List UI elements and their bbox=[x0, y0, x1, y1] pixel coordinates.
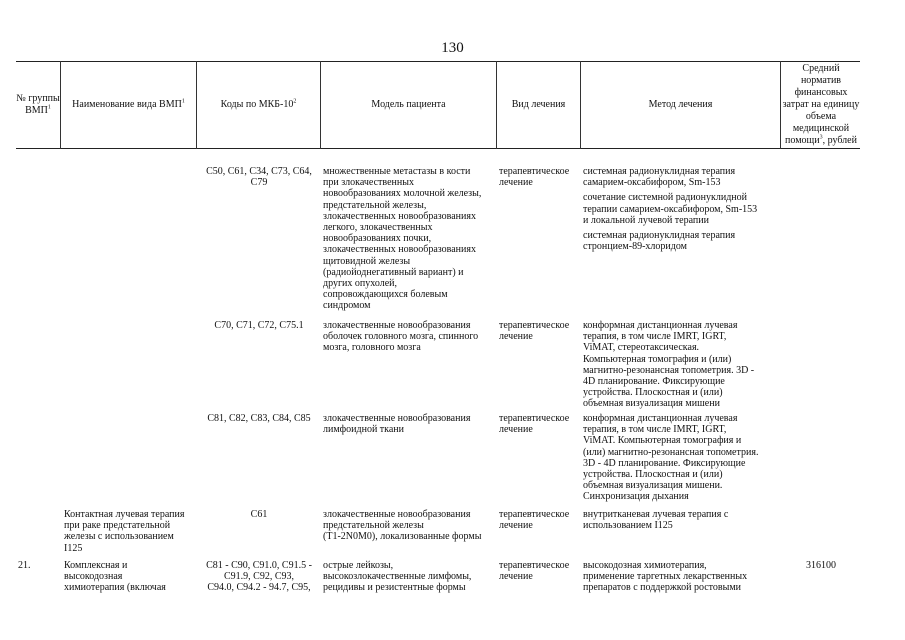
header-patient-model: Модель пациента bbox=[371, 99, 446, 110]
row-vmp-name: Контактная лучевая терапия при раке предстательной железы с использованием I125 bbox=[64, 509, 185, 554]
row-vmp-name: Комплексная и высокодозная химиотерапия (включая bbox=[64, 560, 166, 594]
row-treatment-type: терапевтическое лечение bbox=[499, 560, 570, 583]
row-treatment-methods bbox=[583, 166, 780, 256]
row-patient-model: злокачественные новообразования лимфоидной ткани bbox=[323, 413, 471, 436]
row-patient-model: злокачественные новообразования оболочек головного мозга, спинного мозга, головного мозга bbox=[323, 320, 479, 354]
row-treatment-type: терапевтическое лечение bbox=[499, 509, 570, 532]
row-treatment-methods bbox=[583, 413, 780, 507]
header-treatment-type: Вид лечения bbox=[511, 99, 566, 110]
row-patient-model: злокачественные новообразования предстательной железы (T1-2N0M0), локализованные формы bbox=[323, 509, 482, 543]
row-mkb-codes: C61 bbox=[250, 509, 268, 520]
header-method: Метод лечения bbox=[648, 99, 713, 110]
header-bottom-rule bbox=[16, 148, 860, 149]
treatment-method-item: сочетание системной радионуклидной терапии самарием-оксабифором, Sm-153 и локальной лучевой терапии bbox=[583, 192, 758, 226]
row-patient-model: множественные метастазы в кости при злокачественных новообразованиях молочной железы, предстательной железы, злокачественных новообразованиях легкого, злокачественных новообразованиях почки, злокачественных новообразованиях щитовидной железы (радиойоднегативный вариант) и других опухолей, сопровождающихся болевым синдромом bbox=[323, 166, 482, 312]
treatment-method-item: системная радионуклидная терапия самарием-оксабифором, Sm-153 bbox=[583, 166, 736, 189]
header-vmp-name: Наименование вида ВМП$^1$ bbox=[72, 98, 185, 110]
row-mkb-codes: C81, C82, C83, C84, C85 bbox=[207, 413, 311, 424]
page-number: 130 bbox=[441, 40, 464, 56]
row-patient-model: острые лейкозы, высокозлокачественные лимфомы, рецидивы и резистентные формы bbox=[323, 560, 472, 594]
row-cost: 316100 bbox=[806, 560, 836, 571]
header-mkb-codes: Коды по МКБ-$10^2$ bbox=[220, 98, 297, 110]
treatment-method-item: внутритканевая лучевая терапия с использованием I125 bbox=[583, 509, 729, 532]
row-mkb-codes: C70, C71, C72, C75.1 bbox=[214, 320, 304, 331]
row-treatment-methods bbox=[583, 320, 780, 414]
header-group-no: № группы ВМП$^1$ bbox=[16, 93, 60, 116]
treatment-method-item: конформная дистанционная лучевая терапия, в том числе IMRT, IGRT, ViMAT. Компьютерная томография и (или) магнитно-резонансная топометрия. 3D - 4D планирование. Фиксирующие устройства. Плоскостная и (или) объемная визуализация мишени. Синхронизация дыхания bbox=[583, 413, 759, 503]
row-treatment-methods bbox=[583, 509, 780, 535]
treatment-method-item: конформная дистанционная лучевая терапия, в том числе IMRT, IGRT, ViMAT, стереотаксическая. Компьютерная томография и (или) магнитно-резонансная топометрия. 3D - 4D планирование. Фиксирующие устройства. Плоскостная и (или) объемная визуализация мишени bbox=[583, 320, 755, 410]
treatment-method-item: высокодозная химиотерапия, применение таргетных лекарственных препаратов с поддержкой ростовыми bbox=[583, 560, 748, 594]
row-group-number: 21. bbox=[18, 560, 31, 571]
row-treatment-type: терапевтическое лечение bbox=[499, 413, 570, 436]
header-cost: Средний норматив финансовых затрат на единицу объема медицинской помощи$^3$, рублей bbox=[782, 63, 860, 146]
row-mkb-codes: C81 - C90, C91.0, C91.5 - C91.9, C92, C93, C94.0, C94.2 - 94.7, C95, bbox=[206, 560, 312, 594]
row-treatment-type: терапевтическое лечение bbox=[499, 320, 570, 343]
treatment-method-item: системная радионуклидная терапия стронцием-89-хлоридом bbox=[583, 230, 736, 253]
row-treatment-type: терапевтическое лечение bbox=[499, 166, 570, 189]
row-mkb-codes: C50, C61, C34, C73, C64, C79 bbox=[206, 166, 312, 189]
row-treatment-methods bbox=[583, 560, 780, 598]
